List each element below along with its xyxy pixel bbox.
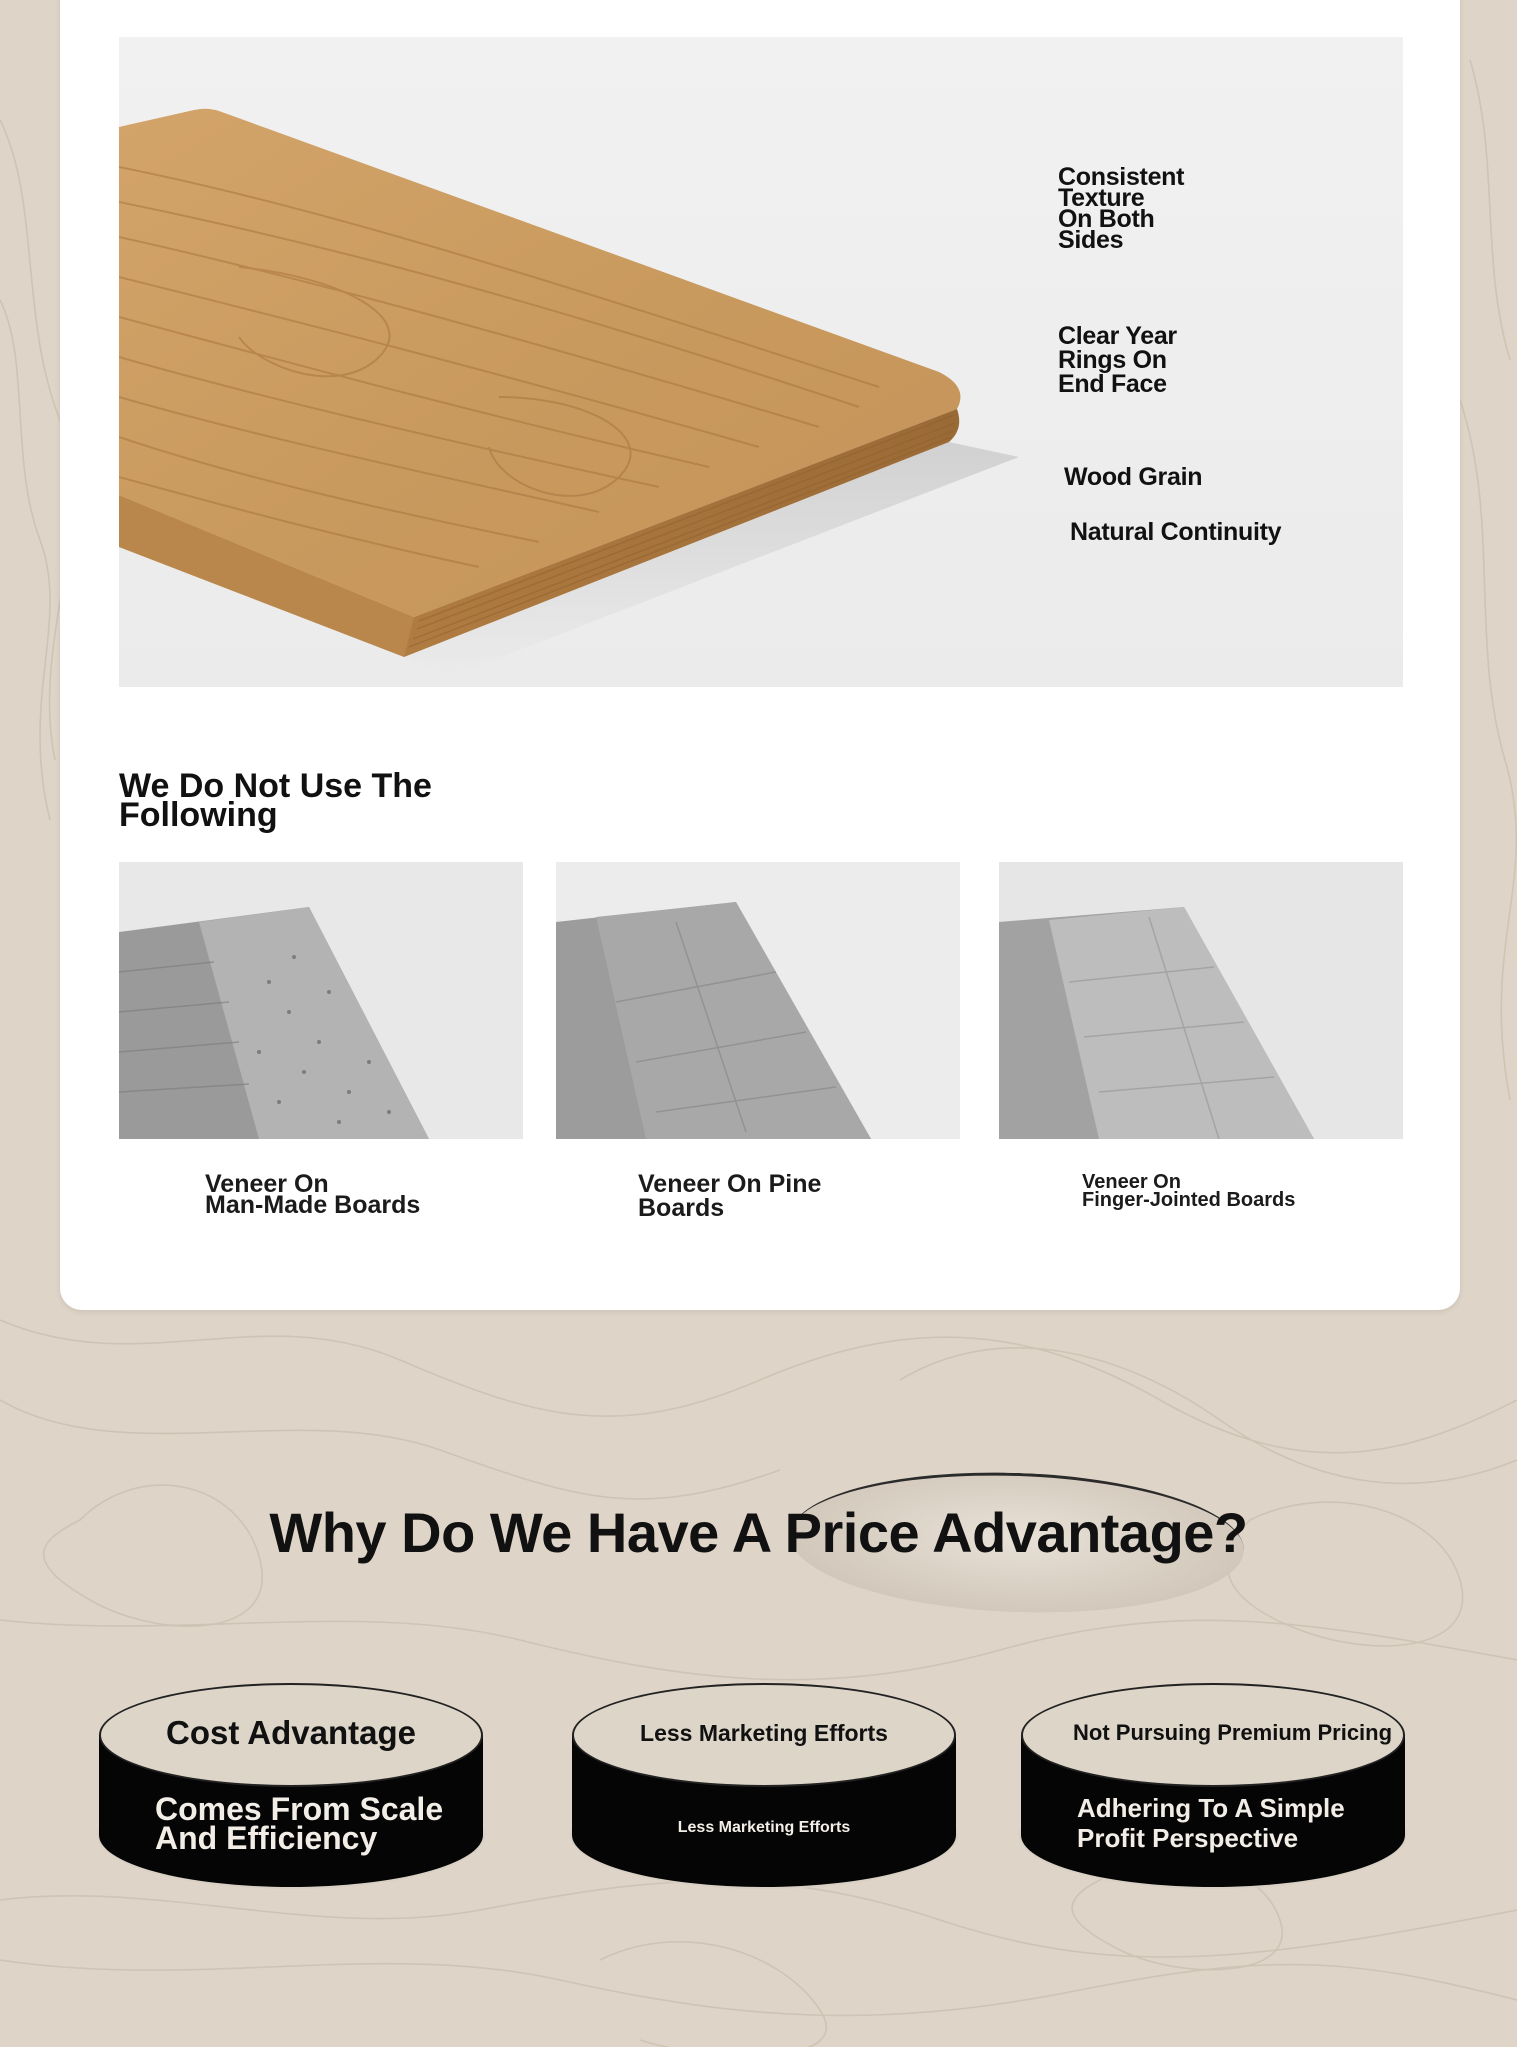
reason-not-pursuing-premium [1021,1683,1405,1887]
reason-not-pursuing-premium-title: Not Pursuing Premium Pricing [1073,1720,1393,1745]
feature-clear-year-rings: Clear Year Rings On End Face [1058,322,1177,398]
feature-consistent-texture: Consistent Texture On Both Sides [1058,163,1185,254]
caption-finger-jointed-boards: Veneer On Finger-Jointed Boards [1082,1171,1296,1211]
reason-cost-advantage [99,1683,483,1887]
thumb-finger-jointed-boards [999,862,1403,1139]
reason-cost-advantage-title: Cost Advantage [166,1714,416,1751]
particleboard-photo [119,862,523,1139]
caption-pine-boards: Veneer On Pine Boards [638,1170,822,1222]
reason-less-marketing [572,1683,956,1887]
cropped-heading-fragment [930,0,1290,12]
thumb-man-made-boards [119,862,523,1139]
pine-board-photo [556,862,960,1139]
reason-not-pursuing-premium-detail: Adhering To A Simple Profit Perspective [1077,1793,1345,1853]
caption-man-made-boards: Veneer On Man-Made Boards [205,1170,421,1219]
feature-natural-continuity: Natural Continuity [1070,518,1282,546]
price-advantage-title: Why Do We Have A Price Advantage? [269,1501,1248,1564]
reason-less-marketing-detail: Less Marketing Efforts [677,1819,851,1836]
thumb-pine-boards [556,862,960,1139]
section-title-not-used: We Do Not Use The Following [119,767,432,834]
reason-less-marketing-title: Less Marketing Efforts [640,1719,888,1746]
feature-wood-grain: Wood Grain [1064,463,1203,491]
finger-jointed-board-photo [999,862,1403,1139]
reason-cost-advantage-detail: Comes From Scale And Efficiency [155,1791,444,1856]
